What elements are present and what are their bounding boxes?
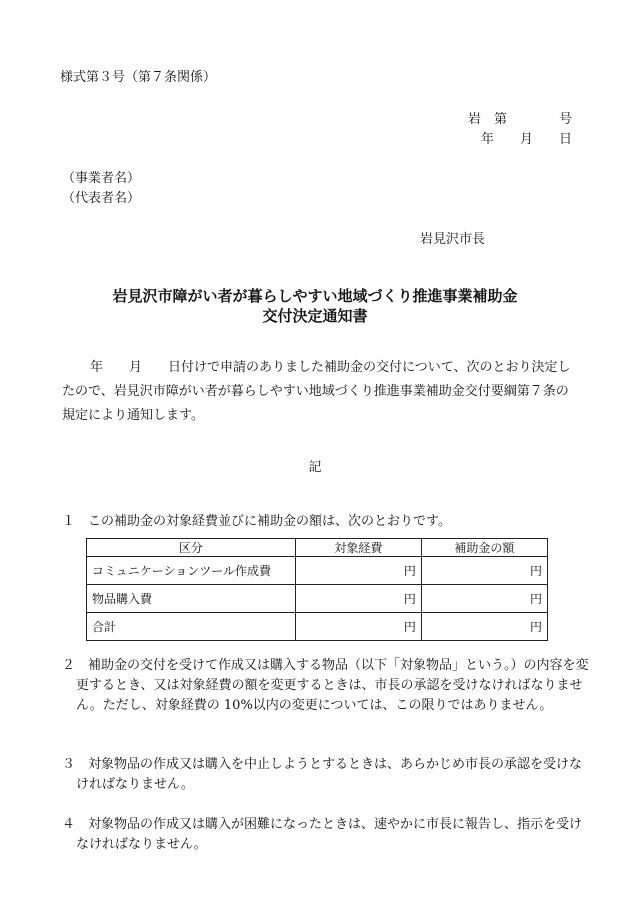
issuer-name: 岩見沢市長 bbox=[420, 232, 486, 247]
header-category: 区分 bbox=[87, 539, 296, 557]
row-cost: 円 bbox=[295, 585, 421, 613]
item-4: ４ 対象物品の作成又は購入が困難になったときは、速やかに市長に報告し、指示を受けなければなりません。 bbox=[62, 817, 583, 852]
body-paragraph: 年 月 日付けで申請のありました補助金の交付について、次のとおり決定したので、岩見沢市障がい者が暮らしやすい地域づくり推進事業補助金交付要綱第７条の規定により通知します。 bbox=[62, 360, 571, 423]
row-category: 物品購入費 bbox=[87, 585, 296, 613]
item-3: ３ 対象物品の作成又は購入を中止しようとするときは、あらかじめ市長の承認を受けなければなりません。 bbox=[62, 757, 583, 792]
row-cost: 円 bbox=[295, 557, 421, 585]
row-amount: 円 bbox=[421, 557, 547, 585]
header-cost: 対象経費 bbox=[295, 539, 421, 557]
ki-label: 記 bbox=[308, 460, 322, 475]
table-row bbox=[87, 557, 548, 585]
amount-table bbox=[86, 538, 548, 641]
reference-date: 年 月 日 bbox=[480, 132, 572, 147]
addressee-business-name: （事業者名） bbox=[62, 171, 141, 186]
table-header-row bbox=[87, 539, 548, 557]
row-cost: 円 bbox=[295, 613, 421, 641]
document-title: 岩見沢市障がい者が暮らしやすい地域づくり推進事業補助金 bbox=[112, 287, 518, 305]
row-amount: 円 bbox=[421, 613, 547, 641]
form-number: 様式第３号（第７条関係） bbox=[60, 70, 217, 85]
addressee-representative: （代表者名） bbox=[62, 191, 141, 206]
document-subtitle: 交付決定通知書 bbox=[262, 307, 368, 325]
row-category: コミュニケーションツール作成費 bbox=[87, 557, 296, 585]
item-2: ２ 補助金の交付を受けて作成又は購入する物品（以下「対象物品」という。）の内容を変更するとき、又は対象経費の額を変更するときは、市長の承認を受けなければなりません。ただし、対象経費の 10%以内の変更については、この限りではありません。 bbox=[62, 658, 589, 713]
reference-number: 岩 第 号 bbox=[467, 112, 572, 127]
row-category: 合計 bbox=[87, 613, 296, 641]
table-row bbox=[87, 613, 548, 641]
header-amount: 補助金の額 bbox=[421, 539, 547, 557]
row-amount: 円 bbox=[421, 585, 547, 613]
table-row bbox=[87, 585, 548, 613]
item-1: １ この補助金の対象経費並びに補助金の額は、次のとおりです。 bbox=[62, 514, 451, 529]
